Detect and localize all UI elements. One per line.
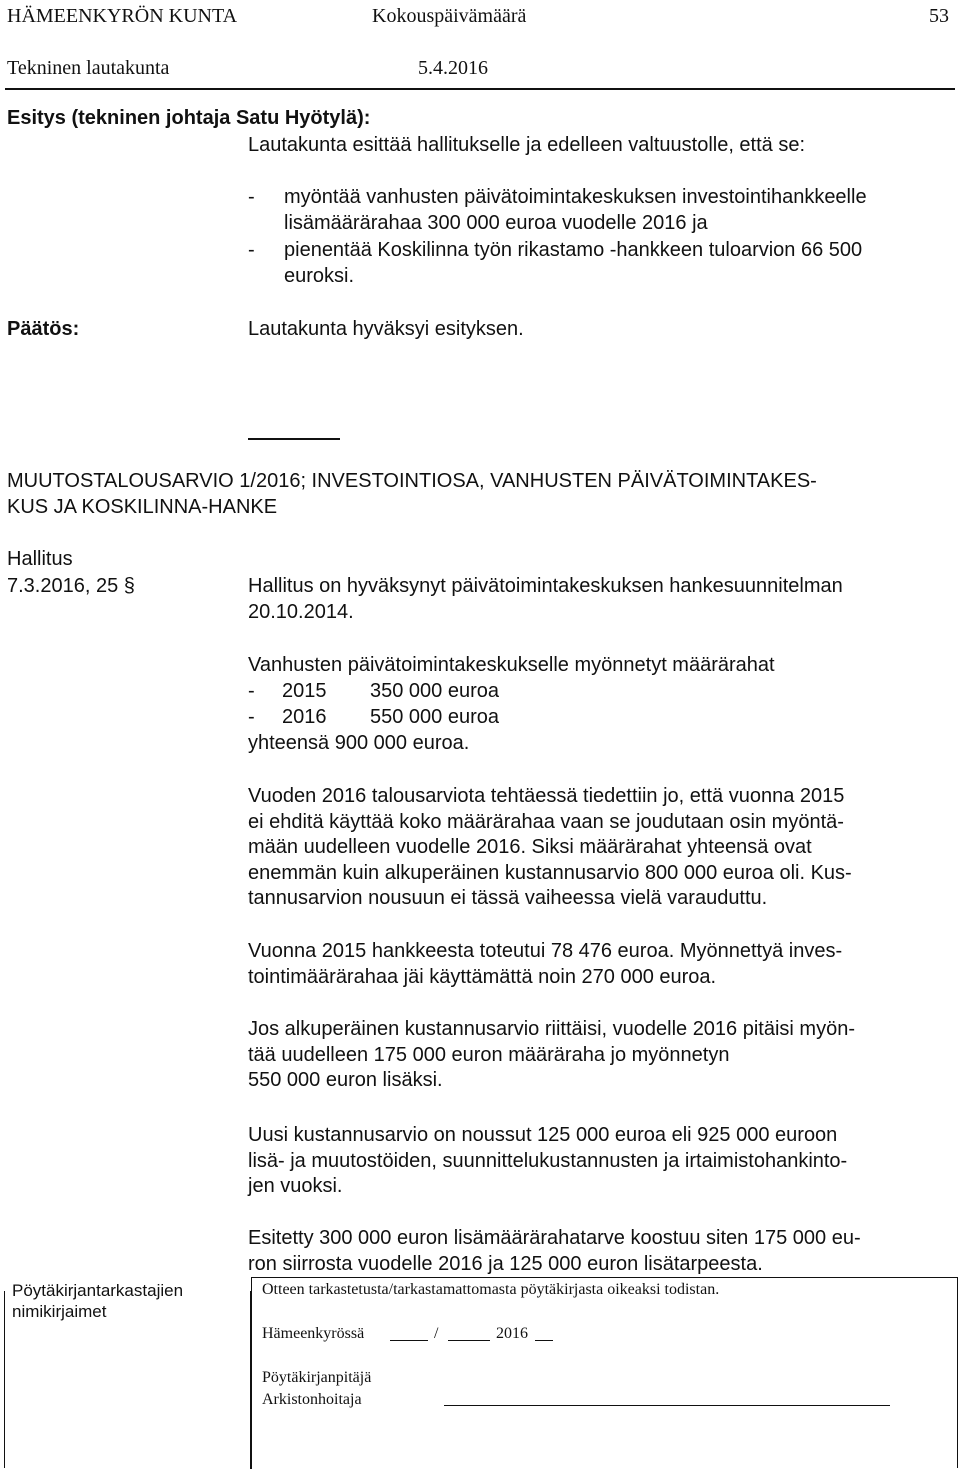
paragraph-3-line: mään uudelleen vuodelle 2016. Siksi määrärahat yhteensä ovat (248, 836, 812, 858)
inspectors-label (12, 1280, 183, 1322)
decision-label: Päätös: (7, 318, 80, 340)
paragraph-4-line: tointimäärärahaa jäi käyttämättä noin 270 000 euroa. (248, 965, 717, 988)
inspectors-label-line-1: Pöytäkirjantarkastajien (12, 1281, 184, 1300)
page-number: 53 (929, 5, 949, 27)
paragraph-4-line: Vuonna 2015 hankkeesta toteutui 78 476 euroa. Myönnettyä inves- (248, 940, 843, 962)
place-label: Hämeenkyrössä (262, 1325, 365, 1342)
proposal-item-dash: - (248, 239, 255, 261)
footer-year: 2016 (496, 1325, 528, 1342)
paragraph-7-line: Esitetty 300 000 euron lisämäärärahatarve koostuu siten 175 000 eu- (248, 1227, 861, 1249)
certification-text: Otteen tarkastetusta/tarkastamattomasta pöytäkirjasta oikeaksi todistan. (262, 1281, 720, 1298)
inspectors-label-line-2: nimikirjaimet (12, 1302, 107, 1321)
paragraph-5-line: 550 000 euron lisäksi. (248, 1069, 443, 1091)
paragraph-1-line-1: Hallitus on hyväksynyt päivätoimintakeskuksen hankesuunnitelman (248, 575, 843, 597)
section-title-line-1: MUUTOSTALOUSARVIO 1/2016; INVESTOINTIOSA, VANHUSTEN PÄIVÄTOIMINTAKES- (7, 470, 817, 492)
proposal-heading: Esitys (tekninen johtaja Satu Hyötylä): (7, 107, 371, 129)
keeper-label-line-2: Arkistonhoitaja (262, 1391, 362, 1408)
paragraph-6 (248, 1123, 847, 1200)
decision-text: Lautakunta hyväksyi esityksen. (248, 318, 524, 340)
paragraph-3-line: Vuoden 2016 talousarviota tehtäessä tiedettiin jo, että vuonna 2015 (248, 785, 845, 807)
allocation-dash: - (248, 706, 255, 728)
proposal-item-2-line-2: euroksi. (284, 265, 355, 287)
allocation-total: yhteensä 900 000 euroa. (248, 732, 470, 754)
keeper-label-line-1: Pöytäkirjanpitäjä (262, 1369, 372, 1386)
section-separator (248, 438, 340, 440)
paragraph-7 (248, 1226, 861, 1277)
allocation-amount: 350 000 euroa (370, 680, 500, 702)
allocation-dash: - (248, 680, 255, 702)
proposal-item-1-line-1: myöntää vanhusten päivätoimintakeskuksen investointihankkeelle (284, 186, 867, 208)
keeper-label (262, 1367, 371, 1411)
allocation-amount: 550 000 euroa (370, 706, 500, 728)
signature-line (444, 1405, 890, 1406)
paragraph-3-line: tannusarvion nousuun ei tässä vaiheessa vielä varauduttu. (248, 887, 768, 909)
paragraph-5-line: Jos alkuperäinen kustannusarvio riittäisi, vuodelle 2016 pitäisi myön- (248, 1018, 855, 1040)
meeting-date: 5.4.2016 (418, 57, 488, 79)
board-name: Tekninen lautakunta (7, 57, 170, 79)
allocation-year: 2015 (282, 680, 327, 702)
paragraph-4 (248, 939, 842, 990)
paragraph-3 (248, 784, 852, 912)
paragraph-2-intro: Vanhusten päivätoimintakeskukselle myönnetyt määrärahat (248, 654, 775, 676)
proposal-item-1-line-2: lisämäärärahaa 300 000 euroa vuodelle 2016 ja (284, 212, 708, 234)
paragraph-5-line: tää uudelleen 175 000 euron määräraha jo myönnetyn (248, 1043, 730, 1066)
paragraph-6-line: lisä- ja muutostöiden, suunnittelukustannusten ja irtaimistohankinto- (248, 1149, 848, 1172)
year-blank-line (535, 1340, 553, 1341)
body-name: Hallitus (7, 548, 73, 570)
month-blank-line (448, 1340, 490, 1341)
meeting-date-label: Kokouspäivämäärä (372, 5, 527, 27)
paragraph-3-line: ei ehditä käyttää koko määrärahaa vaan se joudutaan osin myöntä- (248, 810, 844, 833)
paragraph-6-line: jen vuoksi. (248, 1175, 343, 1197)
municipality-name: HÄMEENKYRÖN KUNTA (7, 5, 238, 27)
day-blank-line (390, 1340, 428, 1341)
section-title-line-2: KUS JA KOSKILINNA-HANKE (7, 496, 278, 518)
allocation-row (248, 680, 499, 703)
proposal-item-dash: - (248, 186, 255, 208)
proposal-item-2-line-1: pienentää Koskilinna työn rikastamo -hankkeen tuloarvion 66 500 (284, 239, 863, 261)
paragraph-1-line-2: 20.10.2014. (248, 601, 354, 623)
allocation-year: 2016 (282, 706, 327, 728)
proposal-intro: Lautakunta esittää hallitukselle ja edelleen valtuustolle, että se: (248, 134, 806, 156)
footer-divider (250, 1277, 252, 1469)
allocation-row (248, 706, 499, 729)
date-slash: / (434, 1325, 439, 1342)
paragraph-7-line: ron siirrosta vuodelle 2016 ja 125 000 euron lisätarpeesta. (248, 1252, 763, 1275)
paragraph-5 (248, 1017, 855, 1094)
header-divider (5, 88, 955, 90)
paragraph-6-line: Uusi kustannusarvio on noussut 125 000 euroa eli 925 000 euroon (248, 1124, 838, 1146)
meeting-reference: 7.3.2016, 25 § (7, 575, 135, 597)
paragraph-3-line: enemmän kuin alkuperäinen kustannusarvio 800 000 euroa oli. Kus- (248, 861, 852, 884)
